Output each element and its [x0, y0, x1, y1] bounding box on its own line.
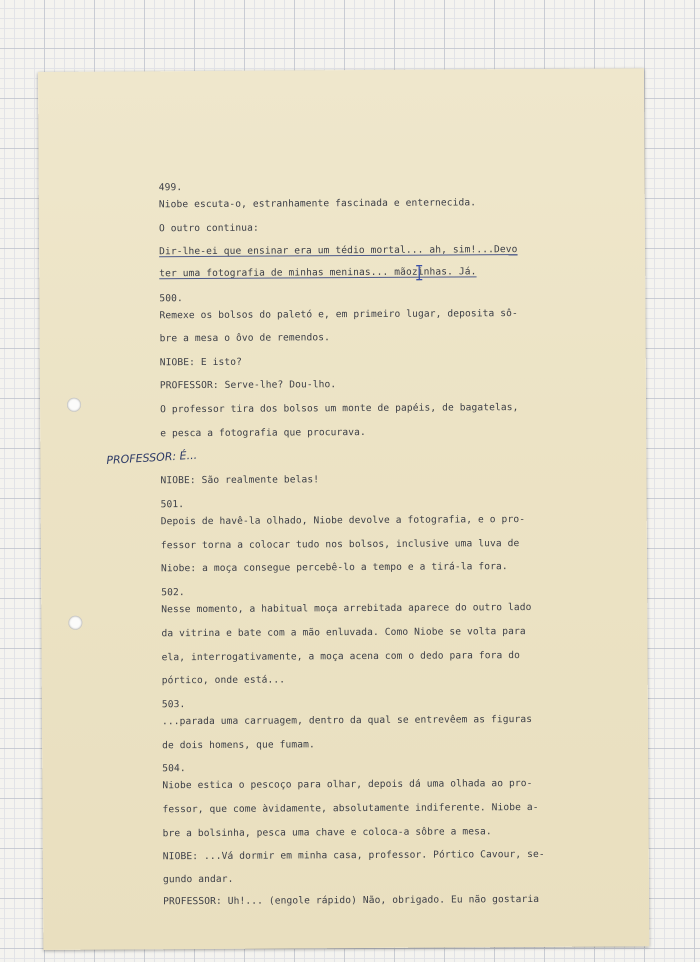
scene-number-503: 503.	[161, 699, 186, 711]
text-line: de dois homens, que fumam.	[162, 739, 315, 752]
scene-number-500: 500.	[159, 293, 183, 305]
dialogue-line: NIOBE: ...Vá dormir em minha casa, professor. Pórtico Cavour, se-	[162, 848, 545, 863]
scene-number-501: 501.	[160, 499, 185, 511]
text-line: da vitrina e bate com a mão enluvada. Como Niobe se volta para	[161, 626, 526, 640]
dialogue-line: PROFESSOR: Uh!... (engole rápido) Não, obrigado. Eu não gostaria	[163, 893, 540, 908]
handwritten-note: PROFESSOR: É...	[106, 448, 198, 467]
dialogue-line: NIOBE: São realmente belas!	[160, 474, 320, 487]
text-line: fessor torna a colocar tudo nos bolsos, inclusive uma luva de	[160, 538, 520, 552]
text-cursor-icon	[414, 265, 424, 281]
scene-number-499: 499.	[158, 182, 183, 194]
dialogue-line: PROFESSOR: Serve-lhe? Dou-lho.	[159, 379, 337, 392]
text-line: Nesse momento, a habitual moça arrebitada aparece do outro lado	[161, 601, 532, 616]
scene-number-504: 504.	[162, 763, 186, 775]
text-line: ...parada uma carruagem, dentro da qual se entrevêem as figuras	[161, 713, 533, 728]
dialogue-line: Dir-lhe-ei que ensinar era um tédio mortal... ah, sim!...Devo	[159, 244, 518, 258]
text-line: Niobe: a moça consegue percebê-lo a tempo e a tirá-la fora.	[161, 561, 508, 575]
text-line: Remexe os bolsos do paletó e, em primeiro lugar, deposita sô-	[159, 308, 518, 322]
text-line: Niobe estica o pescoço para olhar, depois dá uma olhada ao pro-	[162, 777, 533, 792]
text-line: ela, interrogativamente, a moça acena com o dedo para fora do	[161, 650, 521, 664]
text-line: Niobe escuta-o, estranhamente fascinada e enternecida.	[158, 197, 477, 211]
punch-hole-top	[67, 398, 81, 412]
dialogue-line: gundo andar.	[162, 873, 234, 886]
dialogue-line: ter uma fotografia de minhas meninas... mãozinhas. Já.	[159, 266, 477, 280]
text-line: bre a bolsinha, pesca uma chave e coloca-a sôbre a mesa.	[162, 826, 492, 840]
text-line: fessor, que come àvidamente, absolutamente indiferente. Niobe a-	[162, 801, 539, 816]
text-line: O professor tira dos bolsos um monte de papéis, de bagatelas,	[160, 402, 519, 416]
dialogue-line: NIOBE: E isto?	[159, 356, 243, 369]
text-line: Depois de havê-la olhado, Niobe devolve a fotografia, e o pro-	[160, 514, 526, 528]
typewritten-page	[38, 68, 649, 950]
text-line: O outro continua:	[158, 222, 259, 235]
scene-number-502: 502.	[161, 587, 185, 599]
text-line: e pesca a fotografia que procurava.	[160, 427, 366, 440]
punch-hole-bottom	[68, 616, 82, 630]
text-line: pórtico, onde está...	[161, 674, 286, 687]
text-line: bre a mesa o ôvo de remendos.	[159, 332, 331, 345]
